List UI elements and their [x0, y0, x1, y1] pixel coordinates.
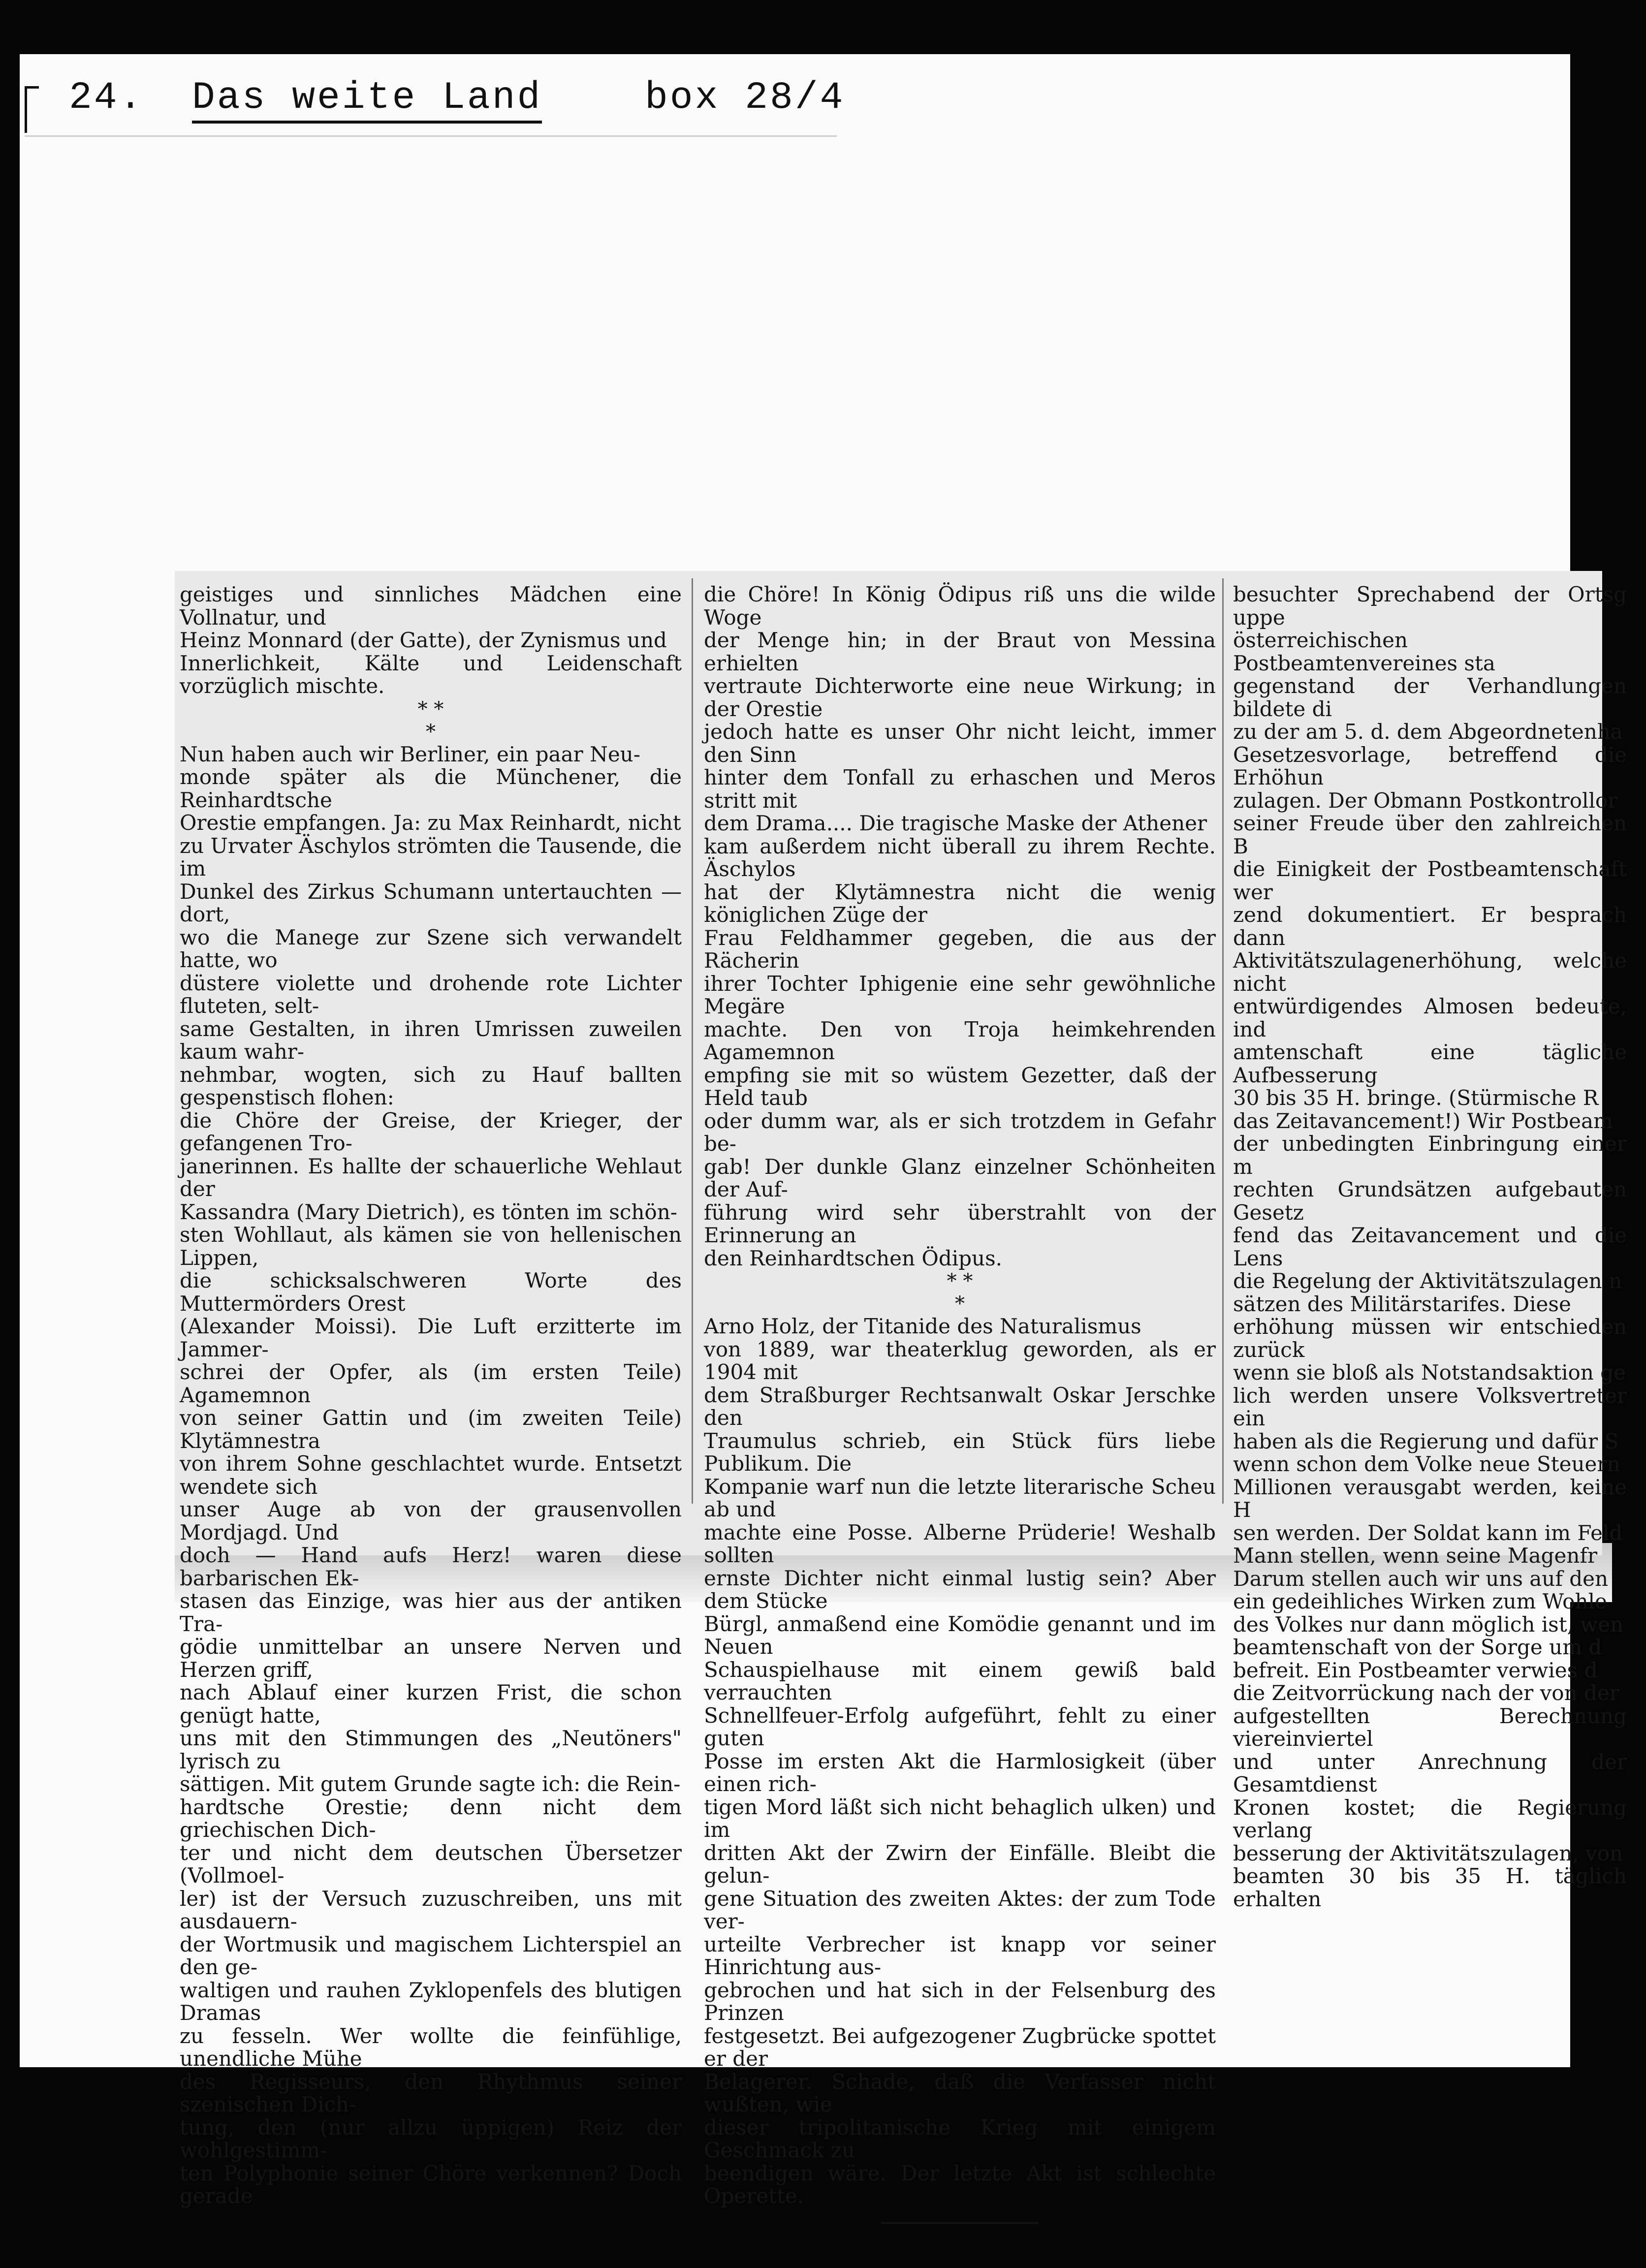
work-title: Das weite Land — [192, 76, 542, 124]
section-separator: * * * — [417, 697, 444, 743]
column-3-paragraph-1: besuchter Sprechabend der Ortsg uppe österreichischen Postbeamtenvereines sta gegenstand der Verhandlungen bildete di zu der am 5. d. dem Abgeordnetenha Gesetzesvorlage, betreffend die Erhöhun zulagen. Der Obmann Postkontrollor seiner Freude über den zahlreichen B die Einigkeit der Postbeamtenschaft wer zend dokumentiert. Er besprach dann Aktivitätszulagenerhöhung, welche nicht entwürdigendes Almosen bedeute, ind amtenschaft eine tägliche Aufbesserung 30 bis 35 H. bringe. (Stürmische R das Zeitavancement!) Wir Postbeam der unbedingten Einbringung einer m rechten Grundsätzen aufgebauten Gesetz fend das Zeitavancement und die Lens die Regelung der Aktivitätszulagen n sätzen des Militärstarifes. Diese erhöhung müssen wir entschieden zurück wenn sie bloß als Notstandsaktion ge lich werden unsere Volksvertreter ein haben als die Regierung und dafür S wenn schon dem Volke neue Steuern Millionen verausgabt werden, keine H sen werden. Der Soldat kann im Feld Mann stellen, wenn seine Magenfr Darum stellen auch wir uns auf den ein gedeihliches Wirken zum Wohle des Volkes nur dann möglich ist, wen beamtenschaft von der Sorge um d befreit. Ein Postbeamter verwies d die Zeitvorrückung nach der von der aufgestellten Berechnung viereinviertel und unter Anrechnung der Gesamtdienst Kronen kostet; die Regierung verlang besserung der Aktivitätszulagen, von beamten 30 bis 35 H. täglich erhalten — [1233, 582, 1627, 1911]
column-1-paragraph-1: geistiges und sinnliches Mädchen eine Vollnatur, und Heinz Monnard (der Gatte), der Zynismus und Innerlichkeit, Kälte und Leidenschaft vorzüglich mischte. — [180, 582, 682, 698]
end-rule — [881, 2222, 1039, 2224]
column-divider — [1222, 578, 1224, 1504]
column-1 — [180, 583, 682, 2208]
column-divider — [692, 578, 693, 1504]
column-2-paragraph-2: Arno Holz, der Titanide des Naturalismus von 1889, war theaterklug geworden, als er 1904 mit dem Straßburger Rechtsanwalt Oskar Jerschke den Traumulus schrieb, ein Stück fürs liebe Publikum. Die Kompanie warf nun die letzte literarische Scheu ab und machte eine Posse. Alberne Prüderie! Weshalb sollten ernste Dichter nicht einmal lustig sein? Aber dem Stücke Bürgl, anmaßend eine Komödie genannt und im Neuen Schauspielhause mit einem gewiß bald verrauchten Schnellfeuer-Erfolg aufgeführt, fehlt zu einer guten Posse im ersten Akt die Harmlosigkeit (über einen rich- tigen Mord läßt sich nicht behaglich ulken) und im dritten Akt der Zwirn der Einfälle. Bleibt die gelun- gene Situation des zweiten Aktes: der zum Tode ver- urteilte Verbrecher ist knapp vor seiner Hinrichtung aus- gebrochen und hat sich in der Felsenburg des Prinzen festgesetzt. Bei aufgezogener Zugbrücke spottet er der Belagerer. Schade, daß die Verfasser nicht wußten, wie dieser tripolitanische Krieg mit einigem Geschmack zu beendigen wäre. Der letzte Akt ist schlechte Operette. — [704, 1314, 1216, 2208]
corner-bracket — [25, 86, 39, 133]
archive-header — [25, 71, 911, 130]
column-2-paragraph-1: die Chöre! In König Ödipus riß uns die wilde Woge der Menge hin; in der Braut von Messina erhielten vertraute Dichterworte eine neue Wirkung; in der Orestie jedoch hatte es unser Ohr nicht leicht, immer den Sinn hinter dem Tonfall zu erhaschen und Meros stritt mit dem Drama.... Die tragische Maske der Athener kam außerdem nicht überall zu ihrem Rechte. Äschylos hat der Klytämnestra nicht die wenig königlichen Züge der Frau Feldhammer gegeben, die aus der Rächerin ihrer Tochter Iphigenie eine sehr gewöhnliche Megäre machte. Den von Troja heimkehrenden Agamemnon empfing sie mit so wüstem Gezetter, daß der Held taub oder dumm war, als er sich trotzdem in Gefahr be- gab! Der dunkle Glanz einzelner Schönheiten der Auf- führung wird sehr überstrahlt von der Erinnerung an den Reinhardtschen Ödipus. — [704, 582, 1216, 1270]
newspaper-clipping — [175, 571, 1627, 2208]
header-rule — [25, 135, 837, 137]
section-separator: * * * — [947, 1270, 973, 1315]
box-label: box 28/4 — [645, 76, 845, 120]
column-1-paragraph-2: Nun haben auch wir Berliner, ein paar Neu- monde später als die Münchener, die Reinhardtsche Orestie empfangen. Ja: zu Max Reinhardt, nicht zu Urvater Äschylos strömten die Tausende, die im Dunkel des Zirkus Schumann untertauchten — dort, wo die Manege zur Szene sich verwandelt hatte, wo düstere violette und drohende rote Lichter fluteten, selt- same Gestalten, in ihren Umrissen zuweilen kaum wahr- nehmbar, wogten, sich zu Hauf ballten gespenstisch flohen: die Chöre der Greise, der Krieger, der gefangenen Tro- janerinnen. Es hallte der schauerliche Wehlaut der Kassandra (Mary Dietrich), es tönten im schön- sten Wohllaut, als kämen sie von hellenischen Lippen, die schicksalschweren Worte des Muttermörders Orest (Alexander Moissi). Die Luft erzitterte im Jammer- schrei der Opfer, als (im ersten Teile) Agamemnon von seiner Gattin und (im zweiten Teile) Klytämnestra von ihrem Sohne geschlachtet wurde. Entsetzt wendete sich unser Auge ab von der grausenvollen Mordjagd. Und doch — Hand aufs Herz! waren diese barbarischen Ek- stasen das Einzige, was hier aus der antiken Tra- gödie unmittelbar an unsere Nerven und Herzen griff, nach Ablauf einer kurzen Frist, die schon genügt hatte, uns mit den Stimmungen des „Neutöners" lyrisch zu sättigen. Mit gutem Grunde sagte ich: die Rein- hardtsche Orestie; denn nicht dem griechischen Dich- ter und nicht dem deutschen Übersetzer (Vollmoel- ler) ist der Versuch zuzuschreiben, uns mit ausdauern- der Wortmusik und magischem Lichterspiel an den ge- waltigen und rauhen Zyklopenfels des blutigen Dramas zu fesseln. Wer wollte die feinfühlige, unendliche Mühe des Regisseurs, den Rhythmus seiner szenischen Dich- tung, den (nur allzu üppigen) Reiz der wohlgestimm- ten Polyphonie seiner Chöre verkennen? Doch gerade — [180, 742, 682, 2208]
column-3 — [1233, 583, 1627, 1911]
column-2 — [704, 583, 1216, 2224]
item-number: 24. — [69, 76, 144, 120]
